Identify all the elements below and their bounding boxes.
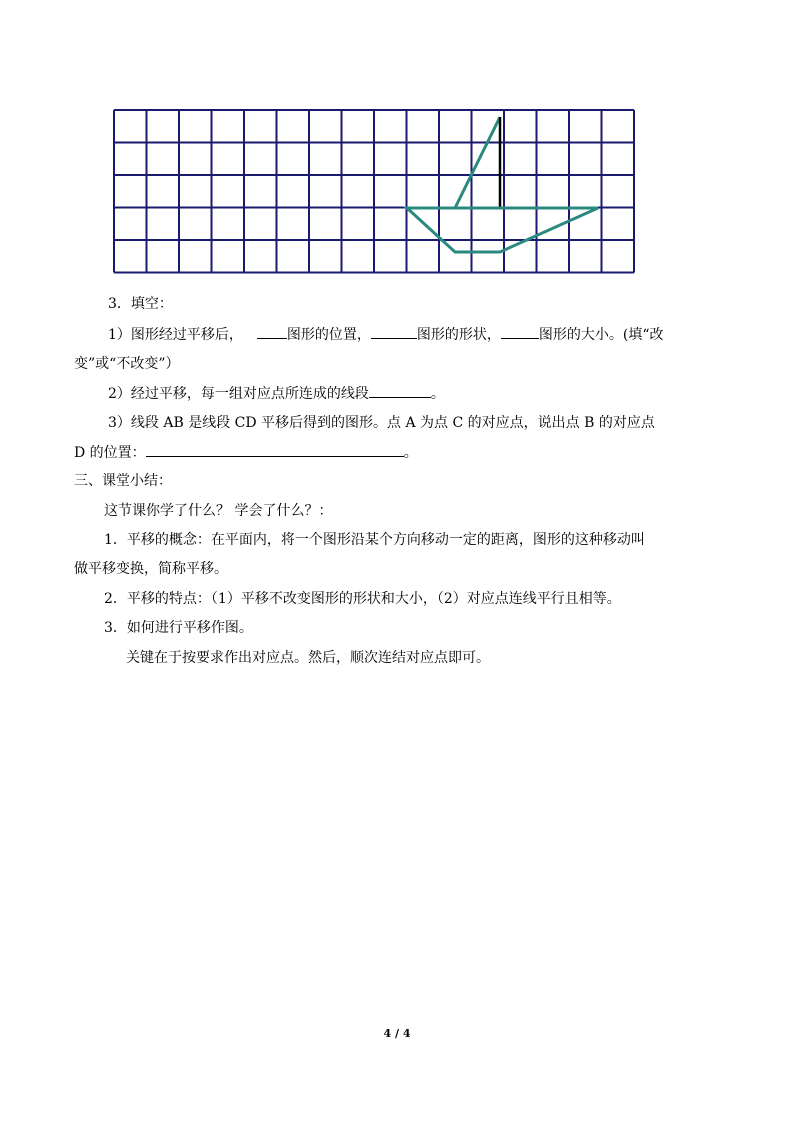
blank-shape[interactable] [371, 324, 417, 339]
summary-heading: 三、课堂小结： [74, 473, 172, 489]
q3-item3-line1: 3）线段 AB 是线段 CD 平移后得到的图形。点 A 为点 C 的对应点，说出点 B 的对应点 [108, 415, 655, 431]
summary-how-to-detail: 关键在于按要求作出对应点。然后，顺次连结对应点即可。 [126, 650, 490, 666]
summary-concept-line1: 1．平移的概念：在平面内，将一个图形沿某个方向移动一定的距离，图形的这种移动叫 [104, 532, 645, 548]
q3-item1-text3: 图形的形状， [416, 327, 501, 343]
summary-concept-line2: 做平移变换，简称平移。 [74, 561, 228, 577]
blank-size[interactable] [501, 324, 539, 339]
q3-item3-end: 。 [403, 445, 418, 461]
q3-item1-text1: 1）图形经过平移后， [108, 327, 243, 343]
q3-item2 [108, 383, 445, 404]
summary-question: 这节课你学了什么？ 学会了什么？： [104, 503, 333, 519]
q3-heading: 3．填空： [108, 296, 173, 312]
grid-lines [114, 110, 634, 273]
summary-features: 2．平移的特点：（1）平移不改变图形的形状和大小，（2）对应点连线平行且相等。 [104, 591, 621, 607]
blank-position[interactable] [257, 324, 287, 339]
q3-item3-text: D 的位置： [74, 445, 146, 461]
blank-location[interactable] [146, 442, 404, 457]
q3-item2-text: 2）经过平移，每一组对应点所连成的线段 [108, 386, 369, 402]
blank-segment[interactable] [369, 383, 431, 398]
grid-boat-figure [113, 109, 635, 274]
q3-item1-text2: 图形的位置， [286, 327, 371, 343]
q3-item1-text4: 图形的大小。(填“改 [538, 327, 664, 343]
page-number: 4 / 4 [383, 1027, 411, 1040]
q3-item1 [108, 324, 664, 345]
q3-item2-end: 。 [430, 386, 445, 402]
boat-sail [455, 117, 500, 208]
q3-item1-continuation: 变”或“不改变”） [74, 356, 180, 372]
summary-how-to: 3．如何进行平移作图。 [104, 620, 253, 636]
q3-item3-line2 [74, 442, 418, 463]
